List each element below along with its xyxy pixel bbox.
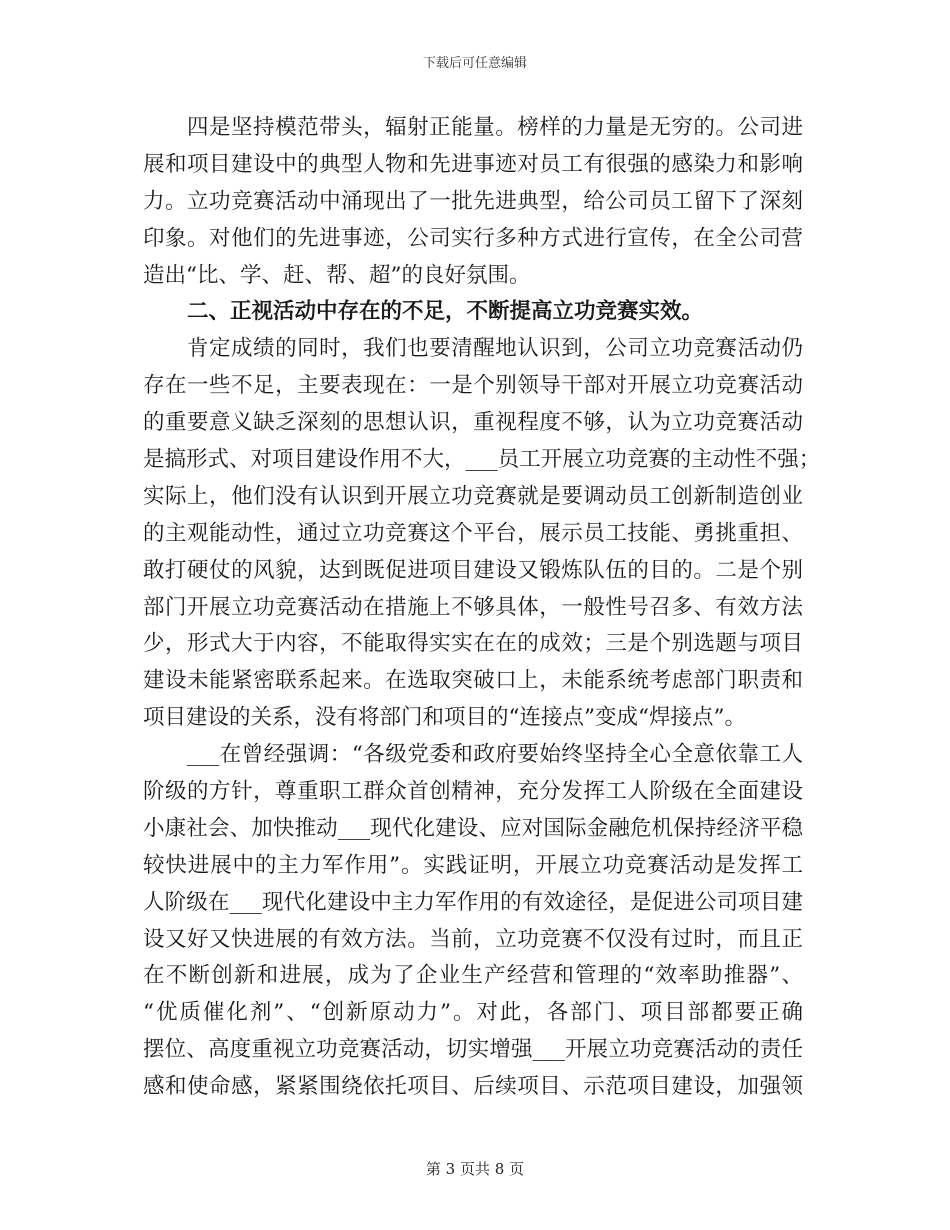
text-line: 四是坚持模范带头，辐射正能量。榜样的力量是无穷的。公司进 — [187, 115, 803, 140]
text-line: 敢打硬仗的风貌，达到既促进项目建设又锻炼队伍的目的。二是个别 — [143, 557, 803, 583]
text-line: 建设未能紧密联系起来。在选取突破口上，未能系统考虑部门职责和 — [143, 668, 803, 694]
text-line: 印象。对他们的先进事迹，公司实行多种方式进行宣传，在全公司营 — [143, 225, 803, 251]
text-line: 力。立功竞赛活动中涌现出了一批先进典型，给公司员工留下了深刻 — [143, 188, 803, 214]
page-footer: 第 3 页共 8 页 — [425, 1160, 525, 1178]
text-line: 人阶级在___现代化建设中主力军作用的有效途径，是促进公司项目建 — [143, 889, 803, 915]
text-line: 小康社会、加快推动___现代化建设、应对国际金融危机保持经济平稳 — [143, 815, 803, 841]
text-line: 肯定成绩的同时，我们也要清醒地认识到，公司立功竞赛活动仍 — [187, 336, 803, 362]
text-line: 阶级的方针，尊重职工群众首创精神，充分发挥工人阶级在全面建设 — [143, 779, 803, 805]
text-line: 展和项目建设中的典型人物和先进事迹对员工有很强的感染力和影响 — [143, 151, 803, 177]
document-body — [143, 110, 821, 1106]
text-line: 设又好又快进展的有效方法。当前，立功竞赛不仅没有过时，而且正 — [143, 926, 803, 952]
text-line: 造出“比、学、赶、帮、超”的良好氛围。 — [143, 262, 531, 288]
text-line: “优质催化剂”、“创新原动力”。对此，各部门、项目部都要正确 — [143, 1000, 803, 1026]
text-line: ___在曾经强调：“各级党委和政府要始终坚持全心全意依靠工人 — [187, 742, 803, 768]
text-line: 摆位、高度重视立功竞赛活动，切实增强___开展立功竞赛活动的责任 — [143, 1037, 803, 1063]
text-line: 存在一些不足，主要表现在：一是个别领导干部对开展立功竞赛活动 — [143, 373, 803, 399]
text-line: 是搞形式、对项目建设作用不大，___员工开展立功竞赛的主动性不强； — [143, 447, 821, 473]
text-line: 部门开展立功竞赛活动在措施上不够具体，一般性号召多、有效方法 — [143, 594, 803, 620]
section-heading: 二、正视活动中存在的不足，不断提高立功竞赛实效。 — [187, 299, 704, 325]
page-header: 下载后可任意编辑 — [422, 56, 527, 71]
text-line: 较快进展中的主力军作用”。实践证明，开展立功竞赛活动是发挥工 — [143, 852, 803, 878]
text-line: 的主观能动性，通过立功竞赛这个平台，展示员工技能、勇挑重担、 — [143, 520, 803, 546]
text-line: 在不断创新和进展，成为了企业生产经营和管理的“效率助推器”、 — [143, 963, 803, 989]
text-line: 项目建设的关系，没有将部门和项目的“连接点”变成“焊接点”。 — [143, 705, 746, 731]
text-line: 感和使命感，紧紧围绕依托项目、后续项目、示范项目建设，加强领 — [143, 1074, 803, 1100]
text-line: 少，形式大于内容，不能取得实实在在的成效；三是个别选题与项目 — [143, 631, 803, 657]
text-line: 实际上，他们没有认识到开展立功竞赛就是要调动员工创新制造创业 — [143, 483, 803, 509]
text-line: 的重要意义缺乏深刻的思想认识，重视程度不够，认为立功竞赛活动 — [143, 410, 803, 436]
